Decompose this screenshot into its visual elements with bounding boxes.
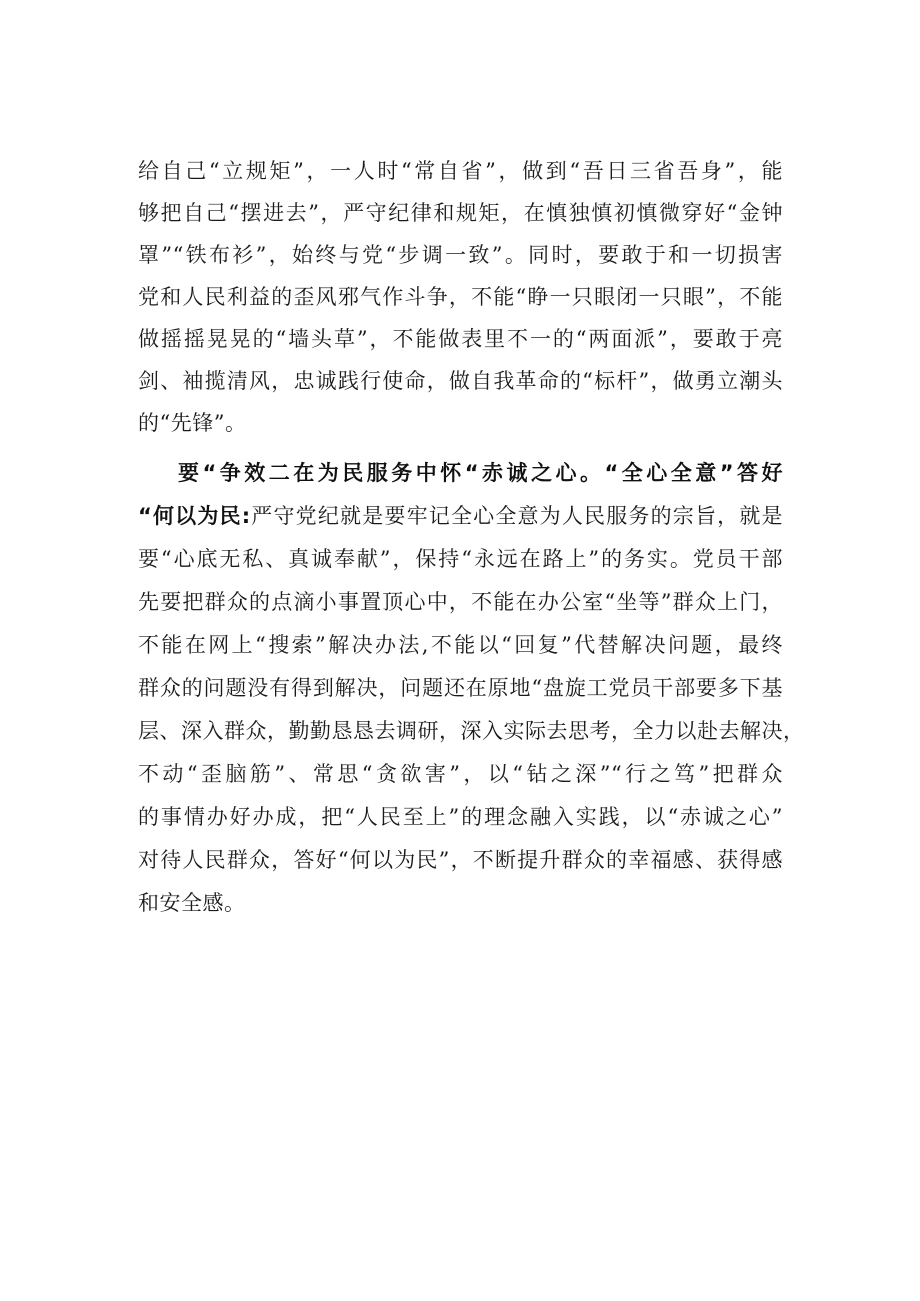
paragraph-1-line-5: 做摇摇晃晃的“墙头草”，不能做表里不一的“两面派”，要敢于亮 <box>138 327 783 351</box>
paragraph-1-line-2: 够把自己“摆进去”，严守纪律和规矩，在慎独慎初慎微穿好“金钟 <box>138 201 783 225</box>
paragraph-2-line-7: 不动“歪脑筋”、常思“贪欲害”，以“钻之深”“行之笃”把群众 <box>138 762 783 786</box>
section-heading-tail: “何以为民: <box>138 504 251 528</box>
paragraph-2-line-8: 的事情办好办成，把“人民至上”的理念融入实践，以“赤诚之心” <box>138 805 783 829</box>
paragraph-2-line-10: 和安全感。 <box>138 891 246 915</box>
paragraph-2-line-1 <box>138 498 783 534</box>
paragraph-1-line-6: 剑、袖揽清风，忠诚践行使命，做自我革命的“标杆”，做勇立潮头 <box>138 369 783 393</box>
paragraph-2-line-3: 先要把群众的点滴小事置顶心中，不能在办公室“坐等”群众上门， <box>138 590 783 614</box>
paragraph-1-line-3: 罩”“铁布衫”，始终与党“步调一致”。同时，要敢于和一切损害 <box>138 243 783 267</box>
paragraph-2-line-5: 群众的问题没有得到解决，问题还在原地“盘旋工党员干部要多下基 <box>138 676 783 700</box>
paragraph-2-line-4: 不能在网上“搜索”解决办法,不能以“回复”代替解决问题，最终 <box>138 633 783 657</box>
paragraph-2-line-1-text: 严守党纪就是要牢记全心全意为人民服务的宗旨，就是 <box>250 504 784 528</box>
section-heading: 要“争效二在为民服务中怀“赤诚之心。“全心全意”答好 <box>178 461 783 485</box>
paragraph-1-line-7: 的“先锋”。 <box>138 411 247 435</box>
paragraph-1-line-4: 党和人民利益的歪风邪气作斗争，不能“睁一只眼闭一只眼”，不能 <box>138 285 783 309</box>
paragraph-2-line-9: 对待人民群众，答好“何以为民”，不断提升群众的幸福感、获得感 <box>138 848 783 872</box>
paragraph-2-line-6: 层、深入群众，勤勤恳恳去调研，深入实际去思考，全力以赴去解决， <box>138 719 805 743</box>
paragraph-2-line-2: 要“心底无私、真诚奉献”，保持“永远在路上”的务实。党员干部 <box>138 547 783 571</box>
paragraph-1-line-1: 给自己“立规矩”，一人时“常自省”，做到“吾日三省吾身”，能 <box>138 159 783 183</box>
